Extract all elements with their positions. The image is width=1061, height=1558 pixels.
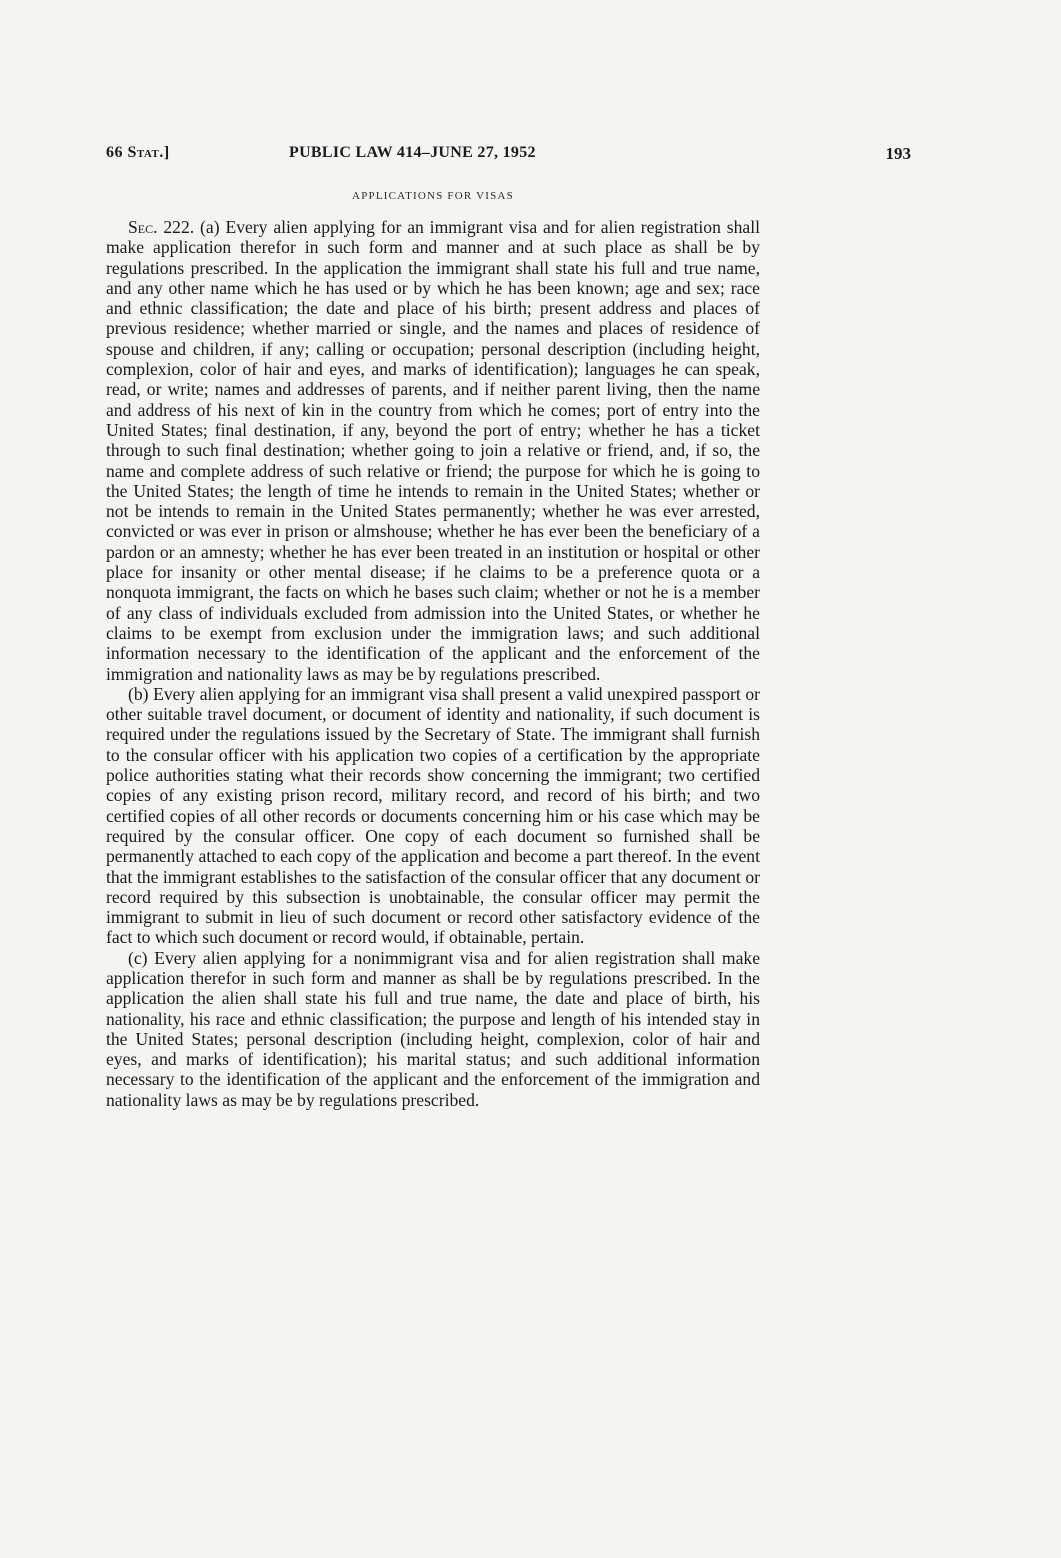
page-header xyxy=(106,144,911,168)
statute-body xyxy=(106,217,760,1110)
law-title: PUBLIC LAW 414–JUNE 27, 1952 xyxy=(289,144,536,161)
paragraph-c: (c) Every alien applying for a nonimmigrant visa and for alien registration shall make application therefor in such form and manner as shall be by regulations prescribed. In the application the alien shall state his full and true name, the date and place of birth, his nationality, his race and ethnic classification; the purpose and length of his intended stay in the United States; personal description (including height, complexion, color of hair and eyes, and marks of identification); his marital status; and such additional information necessary to the identification of the applicant and the enforcement of the immigration and nationality laws as may be by regulations prescribed. xyxy=(106,947,760,1110)
section-heading: APPLICATIONS FOR VISAS xyxy=(352,190,514,202)
paragraph-b: (b) Every alien applying for an immigrant visa shall present a valid unexpired passport or other suitable travel document, or document of identity and nationality, if such document is required under the regulations issued by the Secretary of State. The immigrant shall furnish to the consular officer with his application two copies of a certification by the appropriate police authorities stating what their records show concerning the immigrant; two certified copies of any existing prison record, military record, and record of his birth; and two certified copies of all other records or documents concerning him or his case which may be required by the consular officer. One copy of each document so furnished shall be permanently attached to each copy of the application and become a part thereof. In the event that the immigrant establishes to the satisfaction of the consular officer that any document or record required by this subsection is unobtainable, the consular officer may permit the immigrant to submit in lieu of such document or record other satisfactory evidence of the fact to which such document or record would, if obtainable, pertain. xyxy=(106,683,760,948)
page-number: 193 xyxy=(885,144,911,163)
section-label: Sec. 222. xyxy=(128,217,195,237)
volume-reference: 66 Stat.] xyxy=(106,144,170,161)
paragraph-a-text: (a) Every alien applying for an immigrant visa and for alien registration shall make application therefor in such form and manner and at such place as shall be by regulations prescribed. In the application the immigrant shall state his full and true name, and any other name which he has used or by which he has been known; age and sex; race and ethnic classification; the date and place of his birth; present address and places of previous residence; whether married or single, and the names and places of residence of spouse and children, if any; calling or occupation; personal description (including height, complexion, color of hair and eyes, and marks of identification); languages he can speak, read, or write; names and addresses of parents, and if neither parent living, then the name and address of his next of kin in the country from which he comes; port of entry into the United States; final destination, if any, beyond the port of entry; whether he has a ticket through to such final destination; whether going to join a relative or friend, and, if so, the name and complete address of such relative or friend; the purpose for which he is going to the United States; the length of time he intends to remain in the United States; whether or not be intends to remain in the United States permanently; whether he was ever arrested, convicted or was ever in prison or almshouse; whether he has ever been the beneficiary of a pardon or an amnesty; whether he has ever been treated in an institution or hospital or other place for insanity or other mental disease; if he claims to be a preference quota or a nonquota immigrant, the facts on which he bases such claim; whether or not he is a member of any class of individuals excluded from admission into the United States, or whether he claims to be exempt from exclusion under the immigration laws; and such additional information necessary to the identification of the applicant and the enforcement of the immigration and nationality laws as may be by regulations prescribed. xyxy=(106,217,760,684)
paragraph-a xyxy=(106,217,760,684)
